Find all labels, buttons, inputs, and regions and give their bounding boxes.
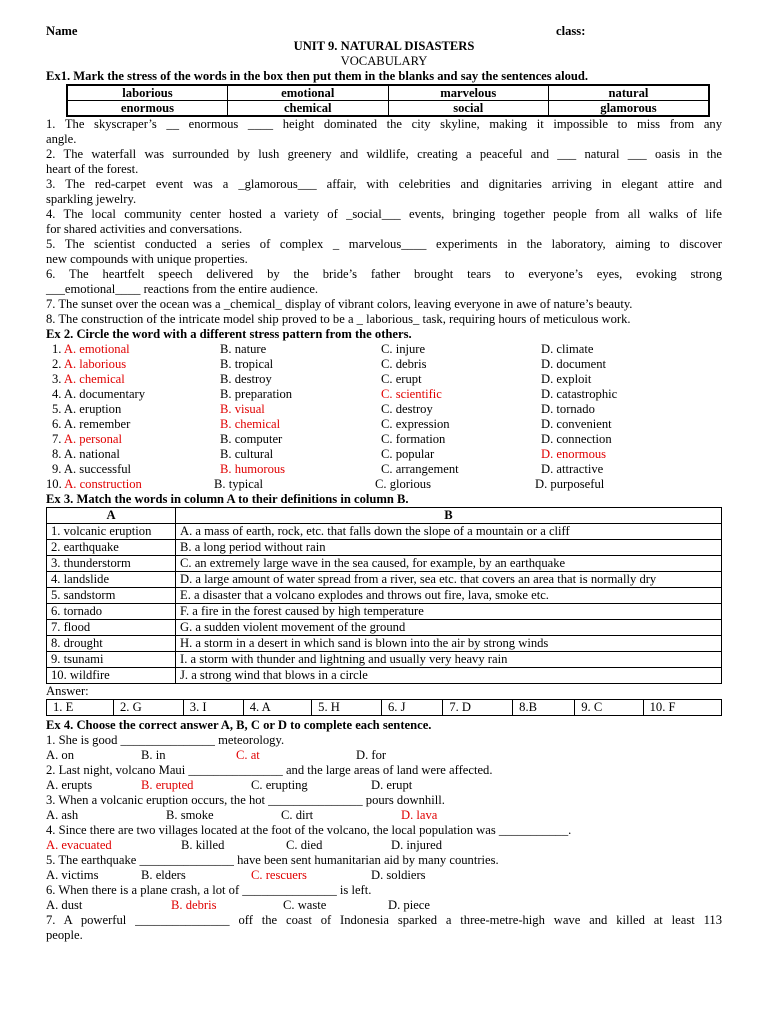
table-row: [47, 668, 722, 684]
question-number: 4.: [52, 387, 64, 401]
option-text: C. expression: [381, 417, 450, 431]
option-text: C. formation: [381, 432, 446, 446]
answer-cell: 4. A: [243, 700, 311, 716]
option[interactable]: [46, 357, 220, 372]
question-text: 2. Last night, volcano Maui _______________ and the large areas of land were affected.: [46, 763, 493, 777]
options-row: [46, 748, 722, 763]
option[interactable]: [46, 402, 220, 417]
options-row: [46, 808, 722, 823]
option-text: D. convenient: [541, 417, 612, 431]
stress-question: [46, 402, 722, 417]
page-title: UNIT 9. NATURAL DISASTERS: [293, 39, 475, 53]
word-box-cell: chemical: [228, 101, 389, 117]
question-number: 2.: [52, 357, 64, 371]
sentence-line: 7. The sunset over the ocean was a _chemical_ display of vibrant colors, leaving everyone in awe of nature’s beauty.: [46, 297, 633, 311]
ex1-sentences: [46, 117, 722, 327]
option[interactable]: [46, 387, 220, 402]
question-7-line1: 7. A powerful _______________ off the coast of Indonesia sparked a three-metre-high wave and killed at least 113: [46, 913, 722, 927]
worksheet: [46, 24, 722, 943]
option[interactable]: [541, 402, 691, 417]
sentence-line: 1. The skyscraper’s __ enormous ____ height dominated the city skyline, making it impossible to miss from any: [46, 117, 722, 131]
definition-cell: E. a disaster that a volcano explodes and throws out fire, lava, smoke etc.: [176, 588, 722, 604]
option[interactable]: [220, 372, 381, 387]
option[interactable]: [46, 462, 220, 477]
term-cell: 1. volcanic eruption: [47, 524, 176, 540]
name-label: Name: [46, 24, 78, 38]
definition-cell: D. a large amount of water spread from a river, sea etc. that covers an area that is normally dry: [176, 572, 722, 588]
option[interactable]: [220, 387, 381, 402]
sentence-line: for shared activities and conversations.: [46, 222, 243, 236]
answer-cell: 10. F: [643, 700, 721, 716]
definition-cell: G. a sudden violent movement of the ground: [176, 620, 722, 636]
option[interactable]: D. soldiers: [371, 868, 426, 882]
term-cell: 5. sandstorm: [47, 588, 176, 604]
table-row: [47, 588, 722, 604]
option[interactable]: [220, 432, 381, 447]
option[interactable]: C. erupting: [251, 778, 308, 792]
question-text: 1. She is good _______________ meteorology.: [46, 733, 285, 747]
term-cell: 10. wildfire: [47, 668, 176, 684]
option[interactable]: D. lava: [401, 808, 438, 822]
table-row: [47, 652, 722, 668]
question-number: 1.: [52, 342, 64, 356]
option[interactable]: [220, 447, 381, 462]
option[interactable]: A. dust: [46, 898, 83, 912]
term-cell: 9. tsunami: [47, 652, 176, 668]
word-box: [66, 84, 710, 117]
table-row: [47, 556, 722, 572]
sentence-line: 8. The construction of the intricate model ship proved to be a _ laborious_ task, requiring hours of meticulous work.: [46, 312, 631, 326]
option-text: A. successful: [63, 462, 132, 476]
option[interactable]: [375, 477, 535, 492]
answer-table: [46, 699, 722, 716]
option-text: A. emotional: [63, 342, 130, 356]
word-box-cell: laborious: [67, 85, 228, 101]
option-text: C. injure: [381, 342, 426, 356]
stress-question: [46, 342, 722, 357]
option[interactable]: [381, 432, 541, 447]
stress-question: [46, 357, 722, 372]
option[interactable]: C. died: [286, 838, 323, 852]
sentence-line: sparkling jewelry.: [46, 192, 137, 206]
option-text: D. attractive: [541, 462, 604, 476]
stress-question: [46, 447, 722, 462]
option[interactable]: [220, 402, 381, 417]
option-text: B. cultural: [220, 447, 274, 461]
option[interactable]: [541, 387, 691, 402]
sentence-line: ___emotional____ reactions from the entire audience.: [46, 282, 319, 296]
table-row: [47, 636, 722, 652]
option-text: A. chemical: [63, 372, 125, 386]
question-text: 4. Since there are two villages located at the foot of the volcano, the local population was ___________.: [46, 823, 572, 837]
sentence-line: heart of the forest.: [46, 162, 139, 176]
option-text: C. scientific: [381, 387, 442, 401]
name-class-line: [46, 24, 722, 39]
page-subtitle: VOCABULARY: [340, 54, 428, 68]
option[interactable]: [541, 462, 691, 477]
option[interactable]: [46, 447, 220, 462]
option[interactable]: [220, 462, 381, 477]
sentence-line: 6. The heartfelt speech delivered by the bride’s father brought tears to everyone’s eyes, evoking strong: [46, 267, 722, 281]
option[interactable]: [381, 372, 541, 387]
table-row: [47, 540, 722, 556]
stress-question: [46, 477, 722, 492]
table-row: [47, 620, 722, 636]
ex2-list: [46, 342, 722, 492]
term-cell: 7. flood: [47, 620, 176, 636]
option-text: C. erupt: [381, 372, 422, 386]
ex3-heading: Ex 3. Match the words in column A to their definitions in column B.: [46, 492, 409, 506]
question-number: 6.: [52, 417, 64, 431]
option[interactable]: [381, 417, 541, 432]
option[interactable]: A. evacuated: [46, 838, 112, 852]
option-text: A. personal: [63, 432, 122, 446]
option-text: C. destroy: [381, 402, 433, 416]
options-row: [46, 838, 722, 853]
option[interactable]: A. on: [46, 748, 74, 762]
option[interactable]: [541, 342, 691, 357]
stress-question: [46, 372, 722, 387]
answer-cell: 1. E: [47, 700, 114, 716]
option[interactable]: [381, 462, 541, 477]
option[interactable]: [381, 387, 541, 402]
answer-cell: 3. I: [183, 700, 243, 716]
option[interactable]: [214, 477, 375, 492]
question-number: 8.: [52, 447, 64, 461]
option-text: B. typical: [214, 477, 263, 491]
option[interactable]: [220, 417, 381, 432]
option[interactable]: D. injured: [391, 838, 443, 852]
option[interactable]: [541, 417, 691, 432]
class-label: class:: [556, 24, 586, 38]
option-text: D. purposeful: [535, 477, 605, 491]
question-number: 7.: [52, 432, 64, 446]
option[interactable]: [535, 477, 685, 492]
option-text: B. preparation: [220, 387, 293, 401]
table-row: [47, 524, 722, 540]
option[interactable]: [220, 342, 381, 357]
question-text: 5. The earthquake _______________ have been sent humanitarian aid by many countries.: [46, 853, 499, 867]
column-b-header: B: [176, 508, 722, 524]
matching-table: [46, 507, 722, 684]
option[interactable]: [46, 417, 220, 432]
option[interactable]: B. killed: [181, 838, 225, 852]
option-text: B. computer: [220, 432, 283, 446]
option-text: C. arrangement: [381, 462, 459, 476]
column-a-header: A: [47, 508, 176, 524]
answer-cell: 9. C: [575, 700, 643, 716]
option[interactable]: C. waste: [283, 898, 327, 912]
ex4-heading: Ex 4. Choose the correct answer A, B, C or D to complete each sentence.: [46, 718, 432, 732]
option-text: D. tornado: [541, 402, 595, 416]
option[interactable]: [381, 402, 541, 417]
option[interactable]: [46, 342, 220, 357]
question-number: 9.: [52, 462, 64, 476]
option[interactable]: [381, 357, 541, 372]
term-cell: 4. landslide: [47, 572, 176, 588]
options-row: [46, 898, 722, 913]
options-row: [46, 868, 722, 883]
option[interactable]: [381, 342, 541, 357]
option-text: B. visual: [220, 402, 265, 416]
stress-question: [46, 387, 722, 402]
option[interactable]: [541, 447, 691, 462]
option-text: D. enormous: [541, 447, 607, 461]
definition-cell: B. a long period without rain: [176, 540, 722, 556]
option[interactable]: [381, 447, 541, 462]
word-box-cell: glamorous: [549, 101, 710, 117]
answer-label: Answer:: [46, 684, 89, 698]
term-cell: 3. thunderstorm: [47, 556, 176, 572]
option[interactable]: D. erupt: [371, 778, 413, 792]
answer-cell: 5. H: [312, 700, 382, 716]
term-cell: 8. drought: [47, 636, 176, 652]
stress-question: [46, 432, 722, 447]
option-text: B. tropical: [220, 357, 274, 371]
question-number: 3.: [52, 372, 64, 386]
sentence-line: 2. The waterfall was surrounded by lush greenery and wildlife, creating a peaceful and ___ natural ___ oasis in the: [46, 147, 722, 161]
definition-cell: F. a fire in the forest caused by high temperature: [176, 604, 722, 620]
table-row: [47, 604, 722, 620]
word-box-cell: emotional: [228, 85, 389, 101]
option-text: D. catastrophic: [541, 387, 618, 401]
question-number: 5.: [52, 402, 64, 416]
option-text: B. nature: [220, 342, 267, 356]
option-text: D. exploit: [541, 372, 592, 386]
option[interactable]: B. erupted: [141, 778, 194, 792]
ex4-questions: [46, 733, 722, 913]
answer-cell: 6. J: [381, 700, 442, 716]
option-text: D. climate: [541, 342, 594, 356]
option-text: A. construction: [64, 477, 142, 491]
question-text: 6. When there is a plane crash, a lot of _______________ is left.: [46, 883, 372, 897]
option[interactable]: B. smoke: [166, 808, 214, 822]
answer-cell: 8.B: [513, 700, 575, 716]
question-number: 10.: [46, 477, 65, 491]
word-box-cell: natural: [549, 85, 710, 101]
table-row: [47, 572, 722, 588]
option[interactable]: [46, 372, 220, 387]
option[interactable]: [46, 432, 220, 447]
option[interactable]: A. erupts: [46, 778, 93, 792]
term-cell: 2. earthquake: [47, 540, 176, 556]
definition-cell: C. an extremely large wave in the sea caused, for example, by an earthquake: [176, 556, 722, 572]
option[interactable]: C. dirt: [281, 808, 314, 822]
option-text: D. connection: [541, 432, 612, 446]
question-text: 3. When a volcanic eruption occurs, the hot _______________ pours downhill.: [46, 793, 445, 807]
option-text: C. popular: [381, 447, 435, 461]
options-row: [46, 778, 722, 793]
sentence-line: 5. The scientist conducted a series of complex _ marvelous____ experiments in the laboratory, aiming to discover: [46, 237, 722, 251]
option[interactable]: B. elders: [141, 868, 186, 882]
option-text: A. national: [63, 447, 120, 461]
option-text: B. chemical: [220, 417, 281, 431]
option[interactable]: D. piece: [388, 898, 430, 912]
option[interactable]: C. at: [236, 748, 260, 762]
option[interactable]: A. victims: [46, 868, 99, 882]
word-box-cell: social: [388, 101, 549, 117]
option-text: D. document: [541, 357, 607, 371]
option[interactable]: [541, 357, 691, 372]
option-text: A. documentary: [63, 387, 146, 401]
sentence-line: 4. The local community center hosted a variety of _social___ events, bringing together people from all walks of life: [46, 207, 722, 221]
option[interactable]: B. in: [141, 748, 166, 762]
answer-cell: 2. G: [113, 700, 183, 716]
definition-cell: A. a mass of earth, rock, etc. that falls down the slope of a mountain or a cliff: [176, 524, 722, 540]
question-7-line2: people.: [46, 928, 83, 942]
ex2-heading: Ex 2. Circle the word with a different stress pattern from the others.: [46, 327, 412, 341]
option-text: B. destroy: [220, 372, 272, 386]
option-text: B. humorous: [220, 462, 286, 476]
answer-cell: 7. D: [443, 700, 513, 716]
stress-question: [46, 462, 722, 477]
option[interactable]: [541, 372, 691, 387]
option-text: A. eruption: [63, 402, 122, 416]
option-text: C. glorious: [375, 477, 431, 491]
option-text: A. laborious: [63, 357, 127, 371]
ex1-heading: Ex1. Mark the stress of the words in the box then put them in the blanks and say the sentences aloud.: [46, 69, 589, 83]
option-text: C. debris: [381, 357, 427, 371]
definition-cell: I. a storm with thunder and lightning and usually very heavy rain: [176, 652, 722, 668]
option[interactable]: C. rescuers: [251, 868, 307, 882]
stress-question: [46, 417, 722, 432]
option[interactable]: [541, 432, 691, 447]
sentence-line: new compounds with unique properties.: [46, 252, 248, 266]
word-box-cell: enormous: [67, 101, 228, 117]
definition-cell: H. a storm in a desert in which sand is blown into the air by strong winds: [176, 636, 722, 652]
option[interactable]: [220, 357, 381, 372]
sentence-line: 3. The red-carpet event was a _glamorous___ affair, with celebrities and dignitaries arriving in elegant attire and: [46, 177, 722, 191]
sentence-line: angle.: [46, 132, 77, 146]
option[interactable]: B. debris: [171, 898, 217, 912]
option[interactable]: D. for: [356, 748, 387, 762]
option[interactable]: [46, 477, 214, 492]
option-text: A. remember: [63, 417, 131, 431]
term-cell: 6. tornado: [47, 604, 176, 620]
option[interactable]: A. ash: [46, 808, 79, 822]
definition-cell: J. a strong wind that blows in a circle: [176, 668, 722, 684]
word-box-cell: marvelous: [388, 85, 549, 101]
